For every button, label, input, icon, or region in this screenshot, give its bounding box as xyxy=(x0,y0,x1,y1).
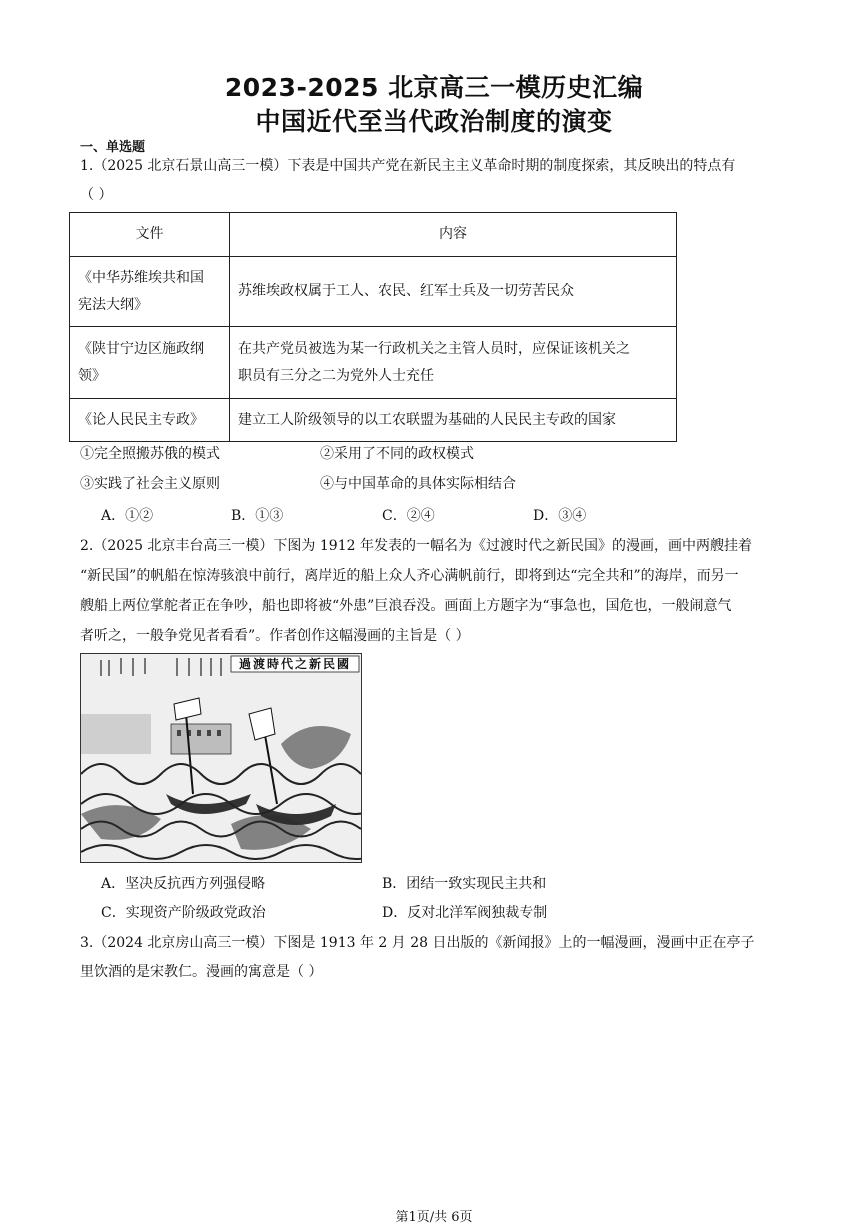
cell-text: 《陕甘宁边区施政纲 xyxy=(78,340,204,357)
table-header-cell: 内容 xyxy=(230,213,677,257)
table-row xyxy=(70,257,677,327)
document-title-line2: 中国近代至当代政治制度的演变 xyxy=(255,107,613,136)
cell-text: 《论人民民主专政》 xyxy=(78,411,204,428)
q2-stem-line3: 艘船上两位掌舵者正在争吵，船也即将被“外患”巨浪吞没。画面上方题字为“事急也，国危也，一般闹意气 xyxy=(80,598,732,614)
q2-stem-line2: “新民国”的帆船在惊涛骇浪中前行，离岸近的船上众人齐心满帆前行，即将到达“完全共和”的海岸，而另一 xyxy=(80,568,739,584)
q1-stem-line2: （ ） xyxy=(80,187,113,203)
cell-text: 职员有三分之二为党外人士充任 xyxy=(238,367,434,384)
q1-option-d[interactable]: D．③④ xyxy=(533,508,587,524)
document-title-line1: 2023-2025 北京高三一模历史汇编 xyxy=(224,73,644,102)
q1-statement-3: ③实践了社会主义原则 xyxy=(80,476,220,492)
q1-statement-2: ②采用了不同的政权模式 xyxy=(320,446,474,462)
cell-text: 《中华苏维埃共和国 xyxy=(78,269,204,286)
table-row xyxy=(70,327,677,399)
q2-option-c[interactable]: C．实现资产阶级政党政治 xyxy=(101,905,266,921)
cell-text: 苏维埃政权属于工人、农民、红军士兵及一切劳苦民众 xyxy=(238,283,574,299)
q2-stem-line4: 者听之，一般争党见者看看”。作者创作这幅漫画的主旨是（ ） xyxy=(80,628,470,644)
q1-option-c[interactable]: C．②④ xyxy=(382,508,435,524)
section-heading: 一、单选题 xyxy=(80,140,146,155)
cell-text: 宪法大纲》 xyxy=(78,296,148,313)
table-cell-document xyxy=(70,399,230,442)
q1-statement-1: ①完全照搬苏俄的模式 xyxy=(80,446,220,462)
page-footer: 第1页/共 6页 xyxy=(395,1210,473,1225)
table-cell-content xyxy=(230,257,677,327)
q2-option-a[interactable]: A．坚决反抗西方列强侵略 xyxy=(101,876,266,892)
cell-text: 建立工人阶级领导的以工农联盟为基础的人民民主专政的国家 xyxy=(238,411,616,428)
table-header-row xyxy=(70,213,677,257)
cartoon-drawing xyxy=(81,654,361,862)
q1-stem-line1: 1.（2025 北京石景山高三一模）下表是中国共产党在新民主主义革命时期的制度探索，其反映出的特点有 xyxy=(80,158,736,174)
q1-statement-4: ④与中国革命的具体实际相结合 xyxy=(320,476,516,492)
q3-stem-line2: 里饮酒的是宋教仁。漫画的寓意是（ ） xyxy=(80,964,323,980)
cartoon-image xyxy=(80,653,362,863)
q1-option-b[interactable]: B．①③ xyxy=(231,508,284,524)
q2-stem-line1: 2.（2025 北京丰台高三一模）下图为 1912 年发表的一幅名为《过渡时代之新民国》的漫画，画中两艘挂着 xyxy=(80,538,752,554)
q2-option-b[interactable]: B．团结一致实现民主共和 xyxy=(382,876,547,892)
q1-table xyxy=(69,212,677,442)
table-cell-document xyxy=(70,257,230,327)
table-cell-content xyxy=(230,399,677,442)
table-cell-content xyxy=(230,327,677,399)
cell-text: 在共产党员被选为某一行政机关之主管人员时，应保证该机关之 xyxy=(238,340,630,357)
table-row xyxy=(70,399,677,442)
q1-option-a[interactable]: A．①② xyxy=(101,508,154,524)
cartoon-title: 過渡時代之新民國 xyxy=(238,657,351,671)
table-cell-document xyxy=(70,327,230,399)
table-header-cell: 文件 xyxy=(70,213,230,257)
q2-option-d[interactable]: D．反对北洋军阀独裁专制 xyxy=(382,905,548,921)
q3-stem-line1: 3.（2024 北京房山高三一模）下图是 1913 年 2 月 28 日出版的《新闻报》上的一幅漫画，漫画中正在亭子 xyxy=(80,935,755,951)
cell-text: 领》 xyxy=(78,367,106,384)
